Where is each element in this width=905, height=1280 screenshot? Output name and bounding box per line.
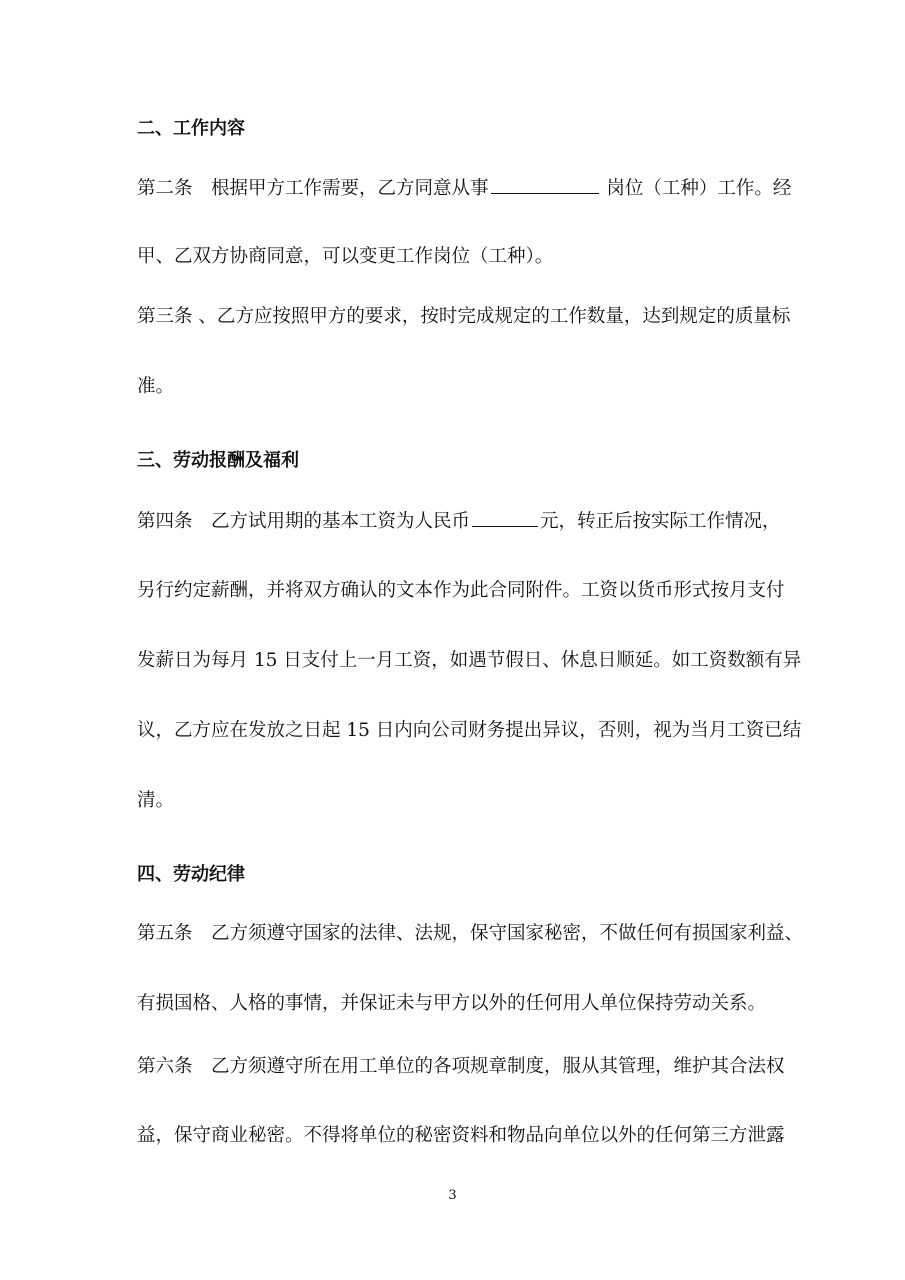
article-2-text-a: 第二条 根据甲方工作需要，乙方同意从事 [137, 178, 489, 199]
article-5-line-2: 有损国格、人格的事情，并保证未与甲方以外的任何用人单位保持劳动关系。 [137, 993, 767, 1014]
page-number: 3 [448, 1188, 457, 1203]
article-4-text-a: 第四条 乙方试用期的基本工资为人民币 [137, 511, 471, 532]
article-2-line-2: 甲、乙双方协商同意，可以变更工作岗位（工种）。 [137, 246, 554, 267]
article-4-line-3: 发薪日为每月 15 日支付上一月工资，如遇节假日、休息日顺延。如工资数额有异 [137, 650, 802, 671]
article-3-line-2: 准。 [137, 376, 175, 397]
article-4-line-5: 清。 [137, 790, 175, 811]
article-2-line-1 [137, 175, 791, 202]
article-3-line-1: 第三条 、乙方应按照甲方的要求，按时完成规定的工作数量，达到规定的质量标 [137, 306, 791, 327]
section-heading-work-content: 二、工作内容 [137, 118, 245, 139]
article-6-line-1: 第六条 乙方须遵守所在用工单位的各项规章制度，服从其管理，维护其合法权 [137, 1056, 785, 1077]
article-4-text-b: 元，转正后按实际工作情况， [540, 511, 781, 532]
salary-amount-blank [472, 508, 538, 527]
article-5-line-1: 第五条 乙方须遵守国家的法律、法规，保守国家秘密，不做任何有损国家利益、 [137, 923, 804, 944]
article-2-text-b: 岗位（工种）工作。经 [606, 178, 792, 199]
article-4-line-2: 另行约定薪酬，并将双方确认的文本作为此合同附件。工资以货币形式按月支付 [137, 580, 785, 601]
job-position-blank [491, 175, 599, 194]
section-heading-pay-benefits: 三、劳动报酬及福利 [137, 450, 299, 471]
article-4-line-1 [137, 508, 781, 535]
article-6-line-2: 益，保守商业秘密。不得将单位的秘密资料和物品向单位以外的任何第三方泄露 [137, 1125, 785, 1146]
article-4-line-4: 议，乙方应在发放之日起 15 日内向公司财务提出异议，否则，视为当月工资已结 [137, 720, 802, 741]
section-heading-discipline: 四、劳动纪律 [137, 864, 245, 885]
